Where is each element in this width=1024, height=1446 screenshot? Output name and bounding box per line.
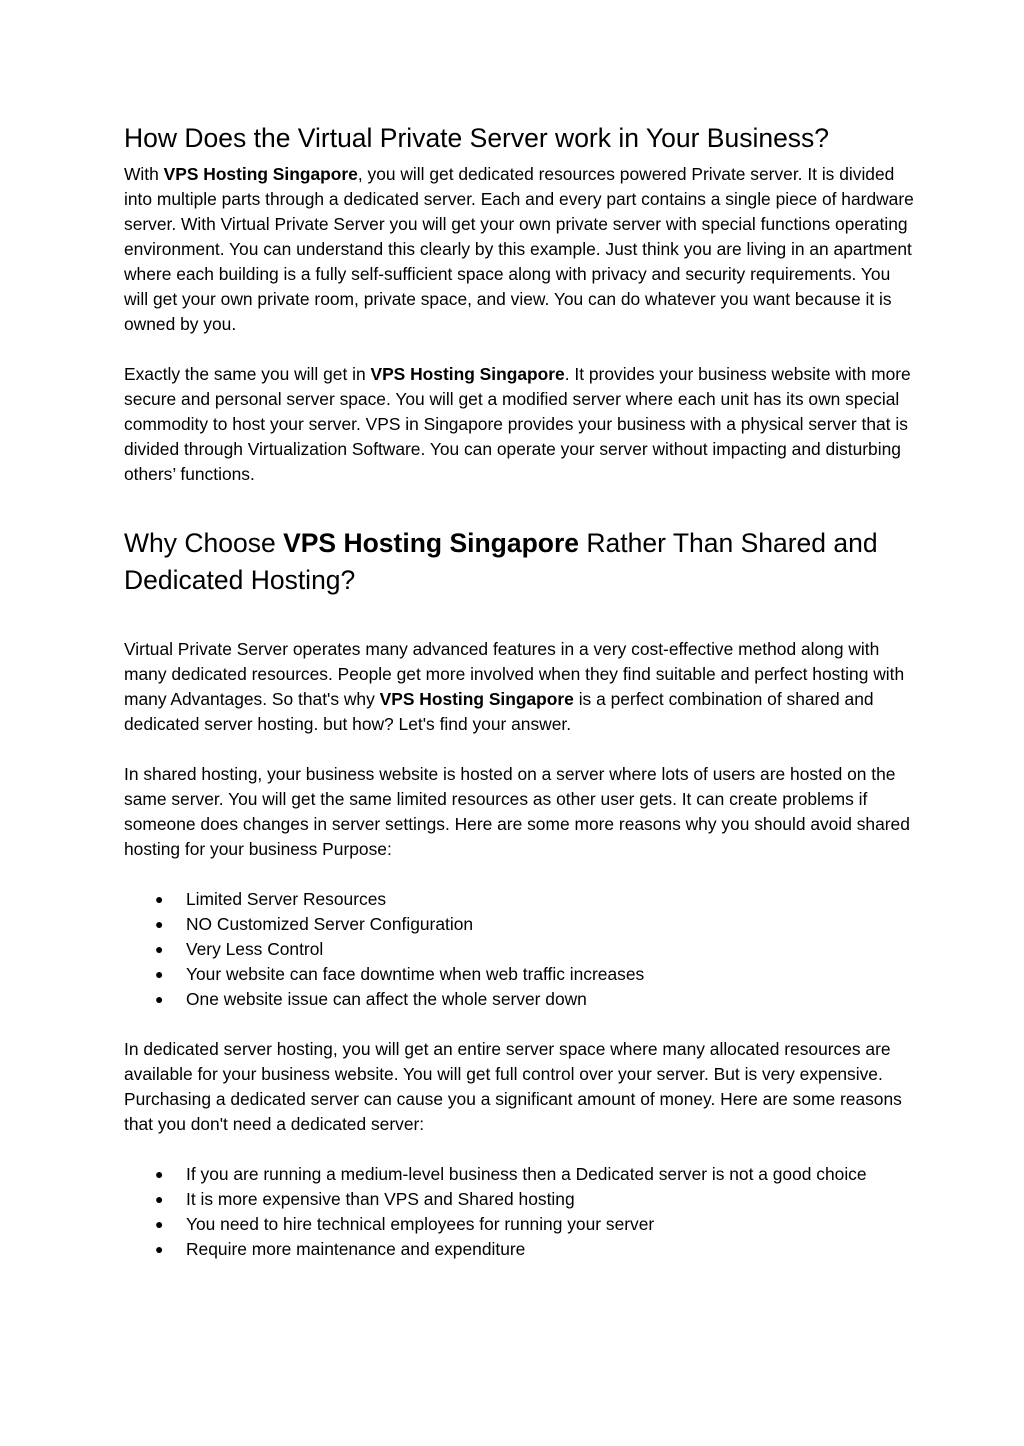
text-run: is a perfect combination of shared and dedicated server hosting. but how? Let's find your answer. xyxy=(124,689,874,734)
list-item xyxy=(124,887,914,912)
list-item-text: Require more maintenance and expenditure xyxy=(186,1239,526,1259)
text-run: With xyxy=(124,164,164,184)
text-run: , you will get dedicated resources powered Private server. It is divided into multiple parts through a dedicated server. Each and every part contains a single piece of hardware server. With Virtual Private Server you will get your own private server with special functions operating environment. You can understand this clearly by this example. Just think you are living in an apartment where each building is a fully self-sufficient space along with privacy and security requirements. You will get your own private room, private space, and view. You can do whatever you want because it is owned by you. xyxy=(124,164,914,334)
bullet-icon: ● xyxy=(155,1166,164,1182)
bold-keyword: VPS Hosting Singapore xyxy=(370,364,565,384)
list-item xyxy=(124,987,914,1012)
list-item-text: One website issue can affect the whole server down xyxy=(186,989,587,1009)
list-item xyxy=(124,1237,914,1262)
bold-keyword: VPS Hosting Singapore xyxy=(163,164,358,184)
text-run: Why Choose xyxy=(124,528,284,558)
list-item xyxy=(124,962,914,987)
bullet-icon: ● xyxy=(155,966,164,982)
list-item xyxy=(124,1187,914,1212)
list-item-text: Very Less Control xyxy=(186,939,324,959)
section2-paragraph-1 xyxy=(124,637,914,737)
text-run: Exactly the same you will get in xyxy=(124,364,371,384)
bullet-icon: ● xyxy=(155,916,164,932)
list-item-text: You need to hire technical employees for running your server xyxy=(186,1214,655,1234)
bullet-icon: ● xyxy=(155,991,164,1007)
dedicated-hosting-drawbacks-list xyxy=(124,1162,914,1262)
section2-paragraph-2: In shared hosting, your business website is hosted on a server where lots of users are hosted on the same server. You will get the same limited resources as other user gets. It can create problems if someone does changes in server settings. Here are some more reasons why you should avoid shared hosting for your business Purpose: xyxy=(124,764,910,859)
list-item xyxy=(124,1162,914,1187)
list-item-text: NO Customized Server Configuration xyxy=(186,914,474,934)
bold-keyword: VPS Hosting Singapore xyxy=(283,528,580,558)
document-page xyxy=(124,118,914,1262)
bullet-icon: ● xyxy=(155,1241,164,1257)
bullet-icon: ● xyxy=(155,941,164,957)
bullet-icon: ● xyxy=(155,891,164,907)
list-item-text: If you are running a medium-level business then a Dedicated server is not a good choice xyxy=(186,1164,867,1184)
shared-hosting-drawbacks-list xyxy=(124,887,914,1012)
list-item-text: Limited Server Resources xyxy=(186,889,387,909)
list-item-text: It is more expensive than VPS and Shared hosting xyxy=(186,1189,575,1209)
section1-paragraph-2 xyxy=(124,362,914,487)
section1-paragraph-1 xyxy=(124,162,914,337)
list-item-text: Your website can face downtime when web traffic increases xyxy=(186,964,645,984)
text-run: . It provides your business website with more secure and personal server space. You will get a modified server where each unit has its own special commodity to host your server. VPS in Singapore provides your business with a physical server that is divided through Virtualization Software. You can operate your server without impacting and disturbing others’ functions. xyxy=(124,364,911,484)
section2-paragraph-3: In dedicated server hosting, you will get an entire server space where many allocated resources are available for your business website. You will get full control over your server. But is very expensive. Purchasing a dedicated server can cause you a significant amount of money. Here are some reasons that you don't need a dedicated server: xyxy=(124,1039,902,1134)
list-item xyxy=(124,912,914,937)
bold-keyword: VPS Hosting Singapore xyxy=(379,689,574,709)
text-run: Virtual Private Server operates many advanced features in a very cost-effective method along with many dedicated resources. People get more involved when they find suitable and perfect hosting with many Advantages. So that's why xyxy=(124,639,905,709)
bullet-icon: ● xyxy=(155,1216,164,1232)
list-item xyxy=(124,937,914,962)
bullet-icon: ● xyxy=(155,1191,164,1207)
section2-heading xyxy=(124,525,914,599)
text-run: Rather Than Shared and Dedicated Hosting? xyxy=(124,528,878,595)
list-item xyxy=(124,1212,914,1237)
section1-heading: How Does the Virtual Private Server work in Your Business? xyxy=(124,123,830,153)
